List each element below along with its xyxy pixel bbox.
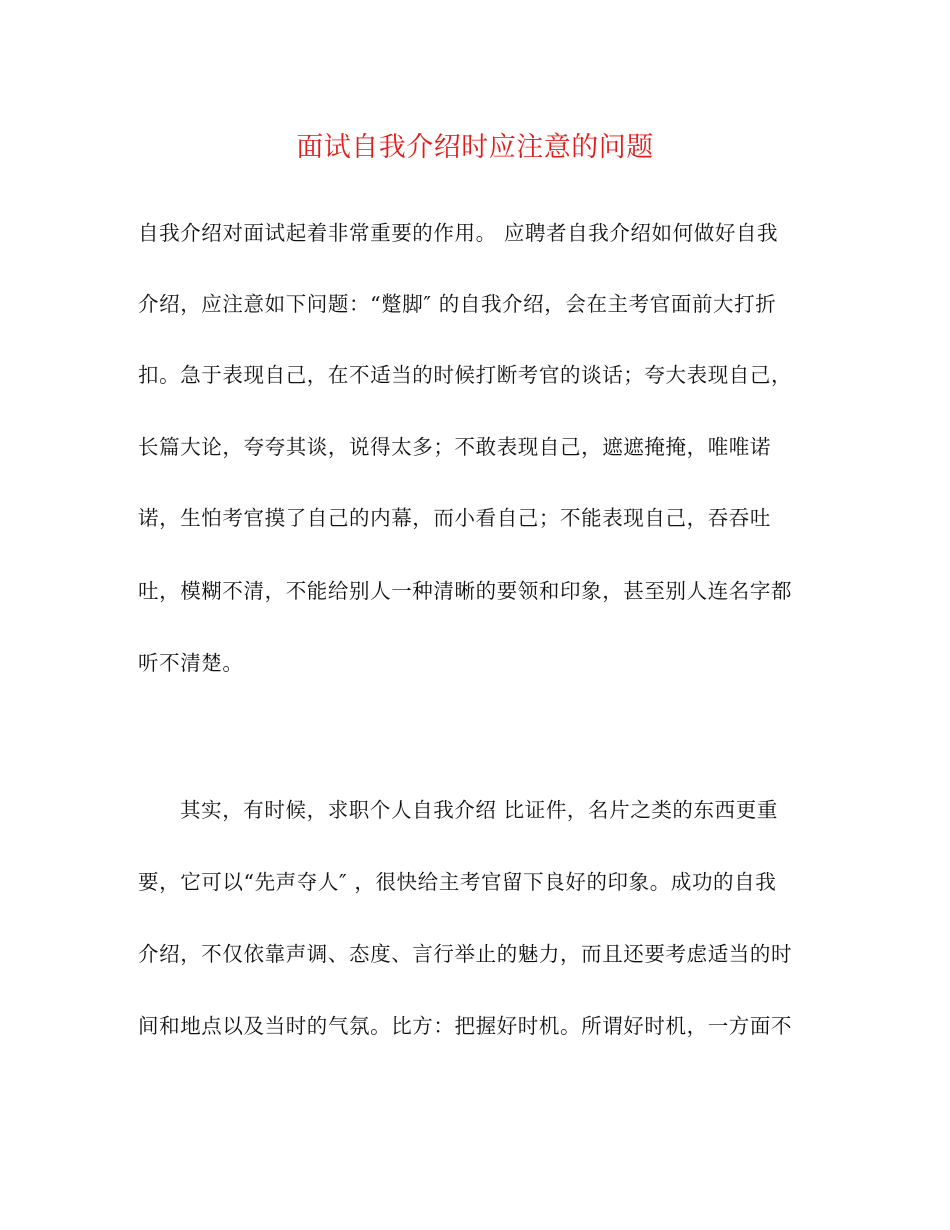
paragraph-1-line-2: 介绍，应注意如下问题：“蹩脚″ 的自我介绍，会在主考官面前大打折 xyxy=(138,292,777,316)
paragraph-2-line-1: 其实，有时候，求职个人自我介绍 比证件，名片之类的东西更重 xyxy=(180,798,778,822)
paragraph-2-line-4: 间和地点以及当时的气氛。比方：把握好时机。所谓好时机，一方面不 xyxy=(138,1014,793,1038)
document-title: 面试自我介绍时应注意的问题 xyxy=(296,132,654,163)
paragraph-2-line-3: 介绍，不仅依靠声调、态度、言行举止的魅力，而且还要考虑适当的时 xyxy=(138,942,793,966)
paragraph-2-line-2: 要，它可以“先声夺人″ ，很快给主考官留下良好的印象。成功的自我 xyxy=(138,870,777,894)
paragraph-1-line-7: 听不清楚。 xyxy=(138,651,244,675)
paragraph-1-line-4: 长篇大论，夸夸其谈，说得太多；不敢表现自己，遮遮掩掩，唯唯诺 xyxy=(138,435,771,459)
paragraph-1-line-6: 吐，模糊不清，不能给别人一种清晰的要领和印象，甚至别人连名字都 xyxy=(138,579,793,603)
paragraph-1-line-1: 自我介绍对面试起着非常重要的作用。 应聘者自我介绍如何做好自我 xyxy=(138,221,779,245)
paragraph-1-line-5: 诺，生怕考官摸了自己的内幕，而小看自己；不能表现自己，吞吞吐 xyxy=(138,506,771,530)
paragraph-1-line-3: 扣。急于表现自己，在不适当的时候打断考官的谈话；夸大表现自己， xyxy=(138,363,793,387)
